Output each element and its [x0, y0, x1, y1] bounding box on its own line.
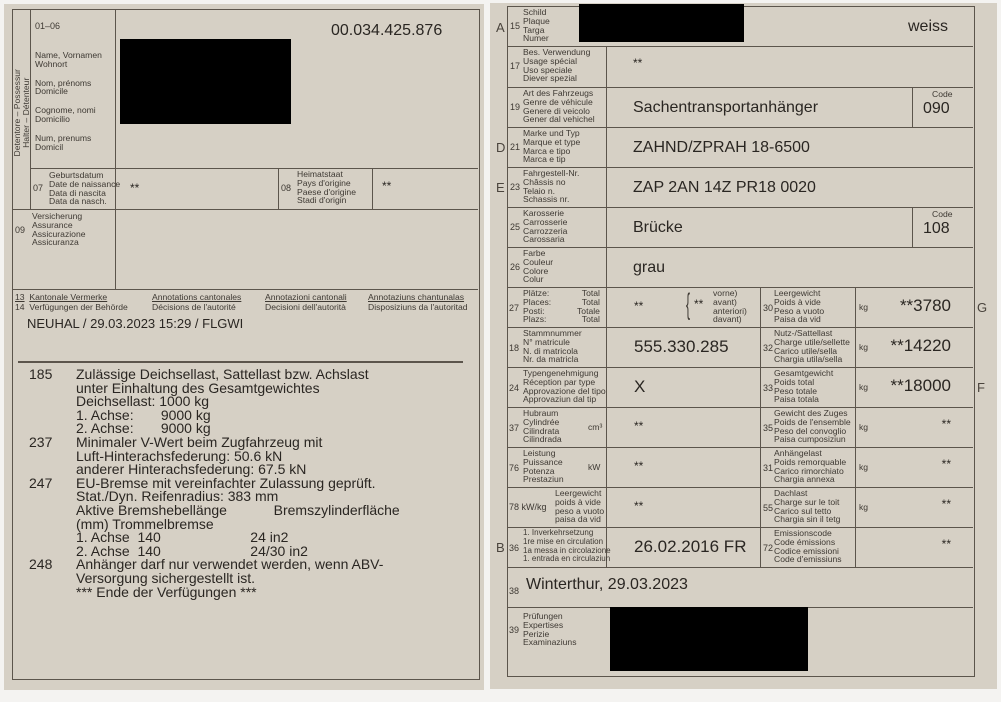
label: Approvaziun dal tip	[523, 394, 597, 405]
f72-labels	[774, 529, 842, 564]
label: Chargia annexa	[774, 474, 835, 485]
divider	[855, 287, 856, 567]
f35-value: **	[941, 417, 951, 431]
line: Zulässige Deichsellast, Sattellast bzw. Achslast	[76, 366, 369, 382]
label: avant)	[713, 296, 737, 307]
label: Cylindrée	[523, 416, 560, 427]
f24-labels	[523, 369, 606, 404]
f76-value: **	[634, 459, 644, 473]
label: Art des Fahrzeugs	[523, 88, 594, 98]
label: Total	[581, 314, 600, 325]
label: Typengenehmigung	[523, 368, 599, 378]
divider	[18, 361, 463, 363]
label: Posti:	[523, 305, 545, 316]
plate-color-labels	[523, 8, 550, 43]
label: Annotations cantonales	[152, 292, 242, 302]
label: Totale	[577, 305, 600, 316]
label: Puissance	[523, 456, 563, 467]
label: Bes. Verwendung	[523, 47, 591, 57]
label: Poids à vide	[774, 296, 821, 307]
field-number: 19	[510, 102, 521, 112]
line: Luft-Hinterachsfederung: 50.6 kN	[76, 447, 283, 464]
seats-value: **	[634, 299, 644, 313]
chassis-number-labels	[523, 169, 579, 204]
label: Expertises	[523, 619, 564, 630]
plate-color-value: weiss	[908, 18, 949, 35]
name-labels	[35, 51, 102, 151]
f32-labels	[774, 329, 850, 364]
field-number: 26	[510, 262, 521, 272]
label: Perizie	[523, 628, 550, 639]
label: Paisa totala	[774, 394, 819, 405]
label: Assurance	[32, 219, 73, 230]
field-number: 78 kW/kg	[509, 502, 547, 512]
label: Total	[581, 296, 600, 307]
issue-place-date: Winterthur, 29.03.2023	[526, 576, 688, 593]
label: Code d'emissiuns	[774, 554, 842, 565]
field-number: 15	[510, 21, 521, 31]
f31-value: **	[941, 457, 951, 471]
field-number: 14	[15, 302, 25, 312]
code-label: Code	[932, 89, 953, 99]
divider	[372, 168, 373, 209]
field-number: 30	[763, 303, 774, 313]
side-letter: E	[496, 180, 505, 195]
line: 2. Achse 140 24/30 in2	[76, 542, 308, 559]
label: Leergewicht	[774, 288, 821, 298]
decision-text	[76, 558, 383, 599]
label: Decisioni dell'autorità	[265, 302, 346, 312]
label: Diever spezial	[523, 73, 577, 84]
label: 1. entrada en circulaziun	[523, 554, 611, 564]
field-number: 38	[509, 586, 520, 596]
label: Chargia sin il tetg	[774, 514, 841, 525]
chassis-number-value: ZAP 2AN 14Z PR18 0020	[633, 179, 816, 196]
f31-labels	[774, 449, 846, 484]
label: 1. Inverkehrsetzung	[523, 528, 594, 537]
line: (mm) Trommelbremse	[76, 515, 214, 532]
side-letter: G	[977, 300, 988, 315]
f78-value: **	[634, 499, 644, 513]
label: Carrozzeria	[523, 225, 568, 236]
label: vorne)	[713, 288, 738, 298]
label: Disposiziuns da l'autoritad	[368, 302, 468, 312]
f76-labels	[523, 449, 564, 484]
color-labels	[523, 249, 553, 284]
holder-label: Halter – Détenteur	[21, 77, 31, 148]
annotations-header-de	[15, 292, 128, 312]
label: Examinaziuns	[523, 637, 577, 648]
f24-value: X	[634, 377, 646, 396]
label: Prüfungen	[523, 611, 563, 621]
divider	[12, 209, 478, 210]
line: anderer Hinterachsfederung: 67.5 kN	[76, 461, 307, 478]
body-type-code: 108	[923, 220, 950, 237]
field-number: 76	[509, 463, 520, 473]
divider	[30, 168, 478, 169]
label: Uso speciale	[523, 64, 573, 75]
label: Carico rimorchiato	[774, 465, 844, 476]
decision-item	[29, 558, 469, 599]
label: Poids total	[774, 376, 815, 387]
processing-stamp: NEUHAL / 29.03.2023 15:29 / FLGWI	[27, 316, 244, 331]
field-number: 23	[510, 182, 521, 192]
field-number: 39	[509, 625, 520, 635]
origin-labels	[297, 170, 356, 205]
label: N° matricule	[523, 336, 570, 347]
label: Paese d'origine	[297, 186, 356, 197]
annotations-header-rm	[368, 292, 468, 312]
decision-item	[29, 474, 469, 559]
unit: kW	[588, 462, 601, 472]
field-number: 07	[33, 183, 44, 193]
annotations-header-fr	[152, 292, 241, 312]
f27-labels	[523, 289, 551, 324]
label: Assicurazione	[32, 228, 86, 239]
divider	[507, 207, 973, 208]
field-number: 13	[15, 292, 25, 302]
label: Colur	[523, 274, 544, 285]
label: Numer	[523, 33, 549, 44]
birthdate-value: **	[130, 181, 140, 195]
label: Hubraum	[523, 408, 559, 418]
side-letter: F	[977, 380, 985, 395]
unit: kg	[859, 302, 869, 312]
side-letter: A	[496, 20, 505, 35]
divider	[507, 447, 973, 448]
label: Charge utile/sellette	[774, 336, 850, 347]
label: 1a messa in circolazione	[523, 545, 611, 555]
label: Wohnort	[35, 58, 68, 69]
label: Num, prenums	[35, 132, 92, 143]
decision-code: 185	[29, 366, 53, 382]
divider	[507, 407, 973, 408]
field-number: 24	[509, 383, 520, 393]
annotations-header-it	[265, 292, 347, 312]
vehicle-type-labels	[523, 89, 595, 124]
label: Plazs:	[523, 314, 547, 325]
label: Geburtsdatum	[49, 170, 104, 180]
redacted-plate-number	[579, 4, 744, 42]
vehicle-type-value: Sachentransportanhänger	[633, 99, 819, 116]
unit: kg	[859, 342, 869, 352]
label: Marca e tipo	[523, 145, 571, 156]
label: peso a vuoto	[555, 505, 605, 516]
field-number: 31	[763, 463, 774, 473]
divider	[507, 567, 973, 568]
divider	[507, 287, 973, 288]
label: Versicherung	[32, 211, 83, 221]
divider	[760, 287, 761, 567]
code-label: Code	[932, 209, 953, 219]
label: Peso totale	[774, 385, 817, 396]
first-registration-value: 26.02.2016 FR	[634, 537, 747, 556]
label: Farbe	[523, 248, 546, 258]
label: Paisa cumposiziun	[774, 434, 846, 445]
label: Leergewicht	[555, 488, 602, 498]
label: Marque et type	[523, 136, 581, 147]
label: Anhängelast	[774, 448, 822, 458]
line: 2. Achse: 9000 kg	[76, 420, 211, 437]
field-number: 08	[281, 183, 292, 193]
label: Poids de l'ensemble	[774, 416, 851, 427]
label: Annotazioni cantonali	[265, 292, 347, 302]
label: Carico sul tetto	[774, 505, 832, 516]
vehicle-type-code: 090	[923, 100, 950, 117]
field-number: 35	[763, 423, 774, 433]
birthdate-labels	[49, 171, 120, 206]
label: Data di nascita	[49, 187, 106, 198]
make-and-model-labels	[523, 129, 580, 164]
divider	[12, 289, 478, 290]
f18-value: 555.330.285	[634, 337, 729, 356]
f35-labels	[774, 409, 851, 444]
label: Emissionscode	[774, 528, 832, 538]
special-usage-value: **	[633, 56, 643, 70]
line: Aktive Bremshebellänge Bremszylinderfläche	[76, 501, 400, 518]
field-number: 17	[510, 61, 521, 71]
label: Data da nasch.	[49, 196, 107, 207]
document-number: 00.034.425.876	[331, 22, 443, 39]
divider	[606, 46, 607, 567]
unit: kg	[859, 462, 869, 472]
body-type-value: Brücke	[633, 219, 683, 236]
f37-value: **	[634, 419, 644, 433]
totals-labels	[577, 289, 600, 324]
field-number: 33	[763, 383, 774, 393]
color-value: grau	[633, 259, 666, 276]
label: Stammnummer	[523, 328, 582, 338]
label: Charge sur le toit	[774, 496, 840, 507]
unit: kg	[859, 502, 869, 512]
label: Genere di veicolo	[523, 105, 590, 116]
field-number: 25	[510, 222, 521, 232]
label: Potenza	[523, 465, 555, 476]
label: Paisa da vid	[774, 314, 821, 325]
label: Gener dal vehichel	[523, 114, 595, 125]
decision-item	[29, 433, 469, 478]
f37-labels	[523, 409, 562, 444]
label: anteriori)	[713, 305, 747, 316]
label: Approvazione del tipo	[523, 385, 606, 396]
divider	[115, 9, 116, 289]
label: Codice emissioni	[774, 545, 839, 556]
divider	[278, 168, 279, 209]
label: Usage spécial	[523, 55, 577, 66]
label: Leistung	[523, 448, 556, 458]
decision-code: 248	[29, 556, 53, 573]
label: Targa	[523, 24, 545, 35]
label: Name, Vornamen	[35, 50, 102, 60]
label: Stadi d'origin	[297, 195, 347, 206]
line: 1. Achse: 9000 kg	[76, 406, 211, 423]
decision-item	[29, 368, 469, 436]
body-type-labels	[523, 209, 567, 244]
label: Domicilio	[35, 113, 70, 124]
line: 1. Achse 140 24 in2	[76, 529, 289, 546]
unit: kg	[859, 382, 869, 392]
label: Domicil	[35, 141, 64, 152]
line: Minimaler V-Wert beim Zugfahrzeug mit	[76, 433, 323, 450]
f18-labels	[523, 329, 582, 364]
special-usage-labels	[523, 48, 590, 83]
label: poids à vide	[555, 496, 601, 507]
label: Marke und Typ	[523, 128, 580, 138]
label: Domicile	[35, 86, 68, 97]
front-seats-value: **	[694, 297, 704, 311]
line: *** Ende der Verfügungen ***	[76, 583, 257, 600]
label: Nom, prénoms	[35, 77, 92, 88]
label: Couleur	[523, 256, 554, 267]
line: Anhänger darf nur verwendet werden, wenn ABV-	[76, 556, 384, 573]
field-number: 72	[763, 543, 774, 553]
f55-value: **	[941, 497, 951, 511]
label: Poids remorquable	[774, 456, 847, 467]
label: 1re mise en circulation	[523, 536, 604, 546]
label: Peso a vuoto	[774, 305, 825, 316]
power-weight-labels	[555, 489, 604, 524]
line: Deichsellast: 1000 kg	[76, 393, 210, 410]
f32-value: **14220	[890, 336, 951, 355]
label: Schild	[523, 7, 547, 17]
decision-code: 247	[29, 474, 53, 491]
redacted-inspections	[610, 607, 808, 671]
label: Places:	[523, 296, 552, 307]
label: Dachlast	[774, 488, 808, 498]
label: Kantonale Vermerke	[29, 292, 108, 302]
field-number: 55	[763, 503, 774, 513]
label: Heimatstaat	[297, 169, 343, 179]
label: Cilindrada	[523, 434, 562, 445]
field-number: 09	[15, 225, 26, 235]
f55-labels	[774, 489, 840, 524]
label: Colore	[523, 265, 549, 276]
side-letter: D	[496, 140, 506, 155]
label: Genre de véhicule	[523, 96, 593, 107]
label: Fahrgestell-Nr.	[523, 168, 580, 178]
decision-text	[76, 433, 323, 478]
holder-rotated-label	[13, 38, 31, 188]
label: Verfügungen der Behörde	[29, 302, 128, 312]
decision-text	[76, 474, 400, 559]
line: Versorgung sichergestellt ist.	[76, 569, 255, 586]
field-number: 32	[763, 343, 774, 353]
f30-value: **3780	[899, 296, 951, 315]
redacted-holder-name	[120, 39, 291, 124]
label: Plätze:	[523, 288, 550, 298]
label: Carrosserie	[523, 216, 568, 227]
section-code: 01–06	[35, 21, 61, 31]
label: Annotaziuns chantunalas	[368, 292, 465, 302]
label: Carossaria	[523, 234, 565, 245]
label: Gesamtgewicht	[774, 368, 834, 378]
decision-text	[76, 368, 369, 436]
label: Nutz-/Sattellast	[774, 328, 833, 338]
label: Total	[581, 288, 600, 298]
first-registration-labels	[523, 529, 611, 564]
label: Karosserie	[523, 208, 565, 218]
label: Peso del convoglio	[774, 425, 847, 436]
f33-value: **18000	[890, 376, 951, 395]
decisions-list	[29, 368, 469, 599]
f30-labels	[774, 289, 824, 324]
label: Nr. da matricla	[523, 354, 579, 365]
make-and-model-value: ZAHND/ZPRAH 18-6500	[633, 139, 810, 156]
field-number: 27	[509, 303, 520, 313]
label: Telaio n.	[523, 185, 556, 196]
label: Pays d'origine	[297, 177, 351, 188]
label: davant)	[713, 314, 742, 325]
line: unter Einhaltung des Gesamtgewichtes	[76, 379, 320, 396]
label: paisa da vid	[555, 514, 601, 525]
field-number: 37	[509, 423, 520, 433]
front-labels	[713, 289, 747, 324]
inspections-labels	[523, 612, 577, 647]
label: Marca e tip	[523, 154, 566, 165]
label: Chargia utila/sella	[774, 354, 843, 365]
line: Stat./Dyn. Reifenradius: 383 mm	[76, 488, 279, 505]
label: Réception par type	[523, 376, 596, 387]
line: EU-Bremse mit vereinfachter Zulassung geprüft.	[76, 474, 376, 491]
label: Châssis no	[523, 176, 566, 187]
label: Code émissions	[774, 536, 836, 547]
f72-value: **	[941, 537, 951, 551]
label: Gewicht des Zuges	[774, 408, 848, 418]
field-number: 36	[509, 543, 520, 553]
field-number: 21	[510, 142, 521, 152]
label: Assicuranza	[32, 237, 79, 248]
label: Prestaziun	[523, 474, 564, 485]
divider	[912, 87, 913, 127]
origin-value: **	[382, 179, 392, 193]
label: Schassis nr.	[523, 194, 570, 205]
label: Cilindrata	[523, 425, 560, 436]
divider	[912, 207, 913, 247]
field-number: 18	[509, 343, 520, 353]
label: Carico utile/sella	[774, 345, 838, 356]
f33-labels	[774, 369, 833, 404]
label: Date de naissance	[49, 178, 121, 189]
unit: kg	[859, 422, 869, 432]
label: Plaque	[523, 15, 550, 26]
holder-label: Detentore – Possessur	[12, 69, 23, 157]
side-letter: B	[496, 540, 505, 555]
divider	[507, 247, 973, 248]
decision-code: 237	[29, 433, 53, 450]
label: Cognome, nomi	[35, 105, 96, 116]
brace: {	[686, 288, 691, 321]
label: Décisions de l'autorité	[152, 302, 236, 312]
insurance-labels	[32, 212, 86, 247]
label: N. di matricola	[523, 345, 578, 356]
unit: cm³	[588, 422, 603, 432]
